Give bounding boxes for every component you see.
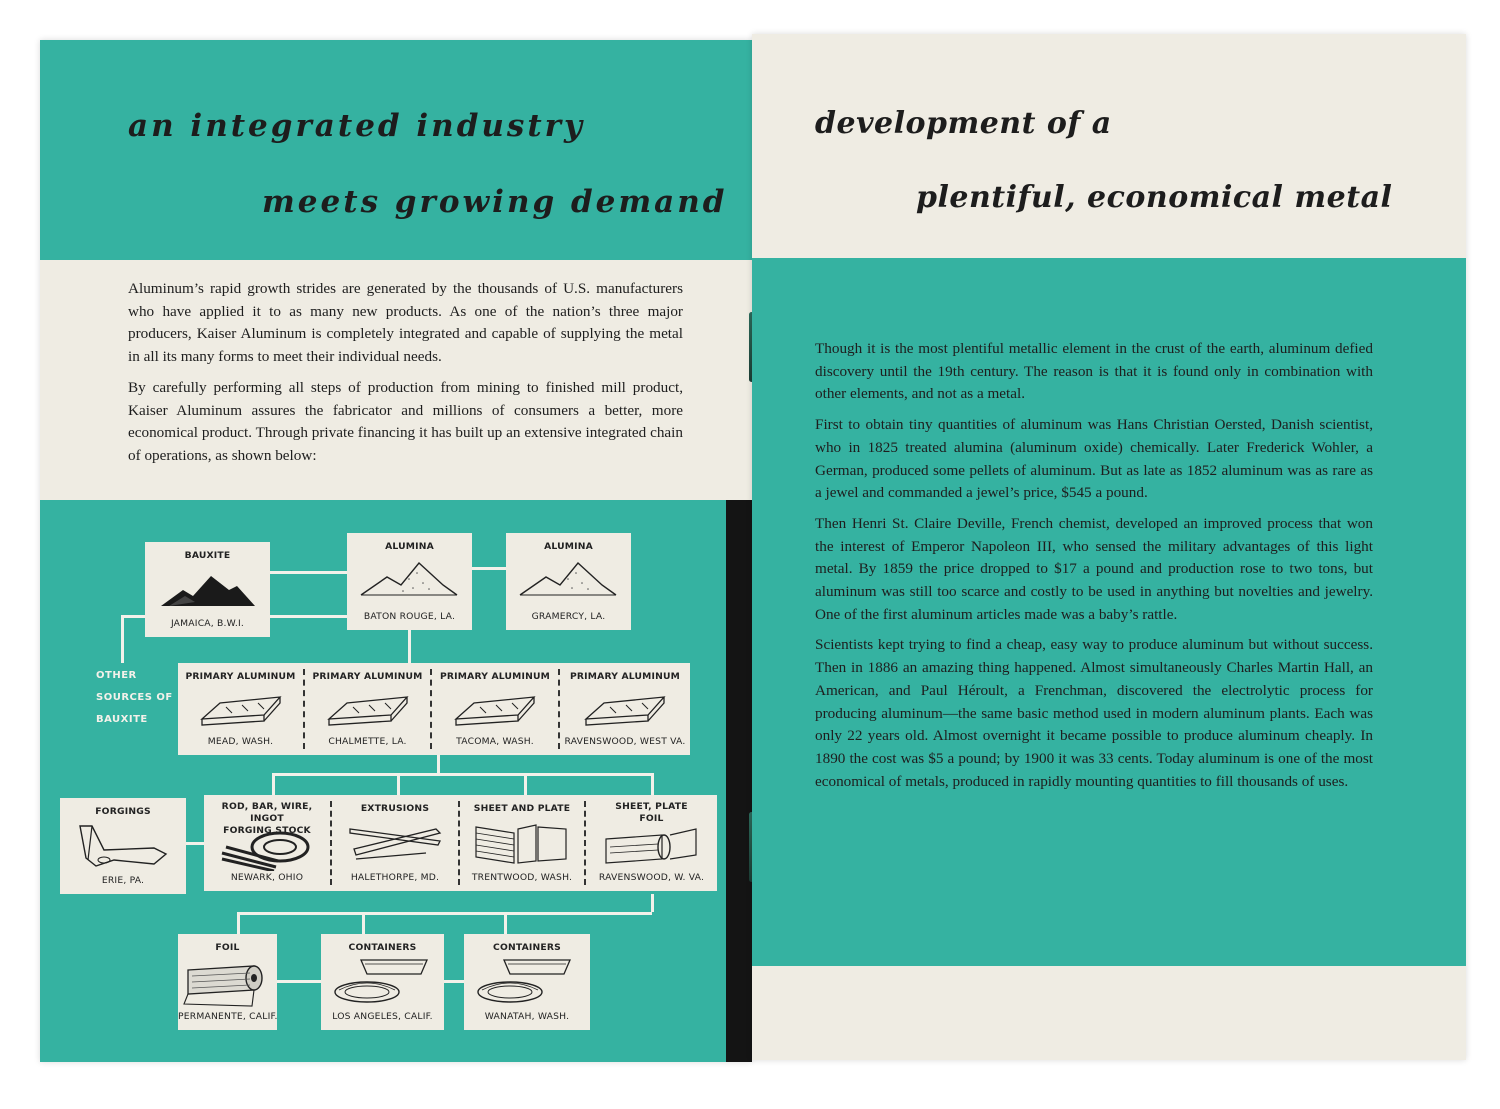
- right-paragraph-4: Scientists kept trying to find a cheap, easy way to produce aluminum but without success. Then in 1886 an amazing thing happened. Almost simultaneously Charles Martin Hall, an American, and Paul Héroult, a Frenchman, discovered the electrolytic process for producing aluminum—the same basic method used in modern aluminum plants. Each was only 22 years old. Almost overnight it became possible to produce aluminum cheaply. In 1890 the cost was $5 a pound; by 1900 it was 33 cents. Today aluminum is one of the most economical of metals, produced in rapidly mounting quantities to fill thousands of uses.: [815, 636, 1373, 790]
- forging-part-icon: [74, 820, 172, 872]
- primary-aluminum-row: [178, 663, 690, 755]
- left-heading-line1: an integrated industry: [128, 108, 586, 144]
- mill-products-row: [204, 795, 717, 891]
- containers-location-1: LOS ANGELES, CALIF.: [332, 1011, 433, 1022]
- mill-cell-1: ROD, BAR, WIRE, INGOT FORGING STOCK NEWARK, OHIO: [204, 795, 330, 891]
- connector: [237, 912, 240, 934]
- mill-cell-4: SHEET, PLATE FOIL RAVENSWOOD, W. VA.: [598, 801, 705, 883]
- left-page: [40, 40, 752, 1062]
- right-paragraph-2: First to obtain tiny quantities of aluminum was Hans Christian Oersted, Danish scientist, who in 1825 treated alumina (aluminum oxide) chemically. Later Frederick Wohler, a German, produced some pellets of aluminum. But as late as 1852 aluminum was as rare as a jewel and commanded a jewel’s price, $545 a pound.: [815, 416, 1373, 502]
- right-paragraph-1: Though it is the most plentiful metallic element in the crust of the earth, aluminum defied discovery until the 19th century. The reason is that it is found only in combination with other elements, and not as a metal.: [815, 340, 1373, 403]
- primary-cell-3: PRIMARY ALUMINUM TACOMA, WASH.: [439, 671, 551, 747]
- ingot-icon: [325, 689, 411, 729]
- bauxite-box: [145, 542, 270, 637]
- containers-title-2: CONTAINERS: [493, 942, 561, 953]
- wire-coil-icon: [218, 827, 318, 871]
- connector: [397, 773, 400, 795]
- alumina-box-1: [347, 533, 472, 630]
- foil-roll-icon: [602, 825, 702, 869]
- primary-cell-1: PRIMARY ALUMINUM MEAD, WASH.: [185, 671, 296, 747]
- alumina-location-2: GRAMERCY, LA.: [531, 611, 606, 622]
- left-paragraph-2: By carefully performing all steps of production from mining to finished mill product, Kaiser Aluminum assures the fabricator and millions of consumers a better, more economical product. Through private financing it has built up an extensive integrated chain of operations, as shown below:: [128, 378, 683, 464]
- connector: [272, 773, 654, 776]
- connector: [437, 755, 440, 773]
- other-sources-label: OTHER SOURCES OF BAUXITE: [96, 670, 173, 725]
- connector: [270, 571, 347, 574]
- connector: [524, 773, 527, 795]
- connector: [504, 912, 507, 934]
- production-chain-chart: [40, 500, 726, 1062]
- alumina-title-1: ALUMINA: [385, 541, 434, 552]
- alumina-box-2: [506, 533, 631, 630]
- primary-cell-2: PRIMARY ALUMINUM CHALMETTE, LA.: [312, 671, 423, 747]
- right-heading-line1: development of a: [815, 106, 1112, 141]
- connector: [277, 980, 321, 983]
- forgings-box: [60, 798, 186, 894]
- connector: [651, 894, 654, 912]
- ingot-icon: [582, 689, 668, 729]
- mill-cell-3: SHEET AND PLATE TRENTWOOD, WASH.: [471, 803, 573, 883]
- connector: [237, 912, 652, 915]
- alumina-pile-icon: [516, 555, 621, 601]
- containers-location-2: WANATAH, WASH.: [484, 1011, 570, 1022]
- container-tray-icon: [331, 954, 435, 1008]
- sheet-plate-icon: [474, 819, 572, 867]
- foil-location: PERMANENTE, CALIF.: [178, 1011, 278, 1022]
- left-heading-line2: meets growing demand: [262, 184, 728, 220]
- left-paragraph-1: Aluminum’s rapid growth strides are generated by the thousands of U.S. manufacturers who have applied it to as many new products. As one of the nation’s three major producers, Kaiser Aluminum is completely integrated and capable of supplying the metal in all its many forms to meet their individual needs.: [128, 280, 683, 366]
- connector: [472, 567, 506, 570]
- connector: [121, 615, 124, 663]
- ore-pile-icon: [159, 566, 257, 610]
- bauxite-title: BAUXITE: [184, 550, 231, 561]
- chart-black-edge: [726, 500, 752, 1062]
- extrusion-icon: [346, 819, 444, 863]
- forgings-location: ERIE, PA.: [101, 875, 145, 886]
- containers-box-1: [321, 934, 444, 1030]
- alumina-pile-icon: [357, 555, 462, 601]
- foil-title: FOIL: [215, 942, 240, 953]
- right-page: [752, 34, 1466, 1060]
- left-header-band: [40, 40, 752, 260]
- alumina-location-1: BATON ROUGE, LA.: [363, 611, 456, 622]
- connector: [444, 980, 464, 983]
- right-paragraph-3: Then Henri St. Claire Deville, French chemist, developed an improved process that won the interest of Emperor Napoleon III, who sensed the military advantages of this light metal. By 1859 the price dropped to $17 a pound and production rose to two tons, but aluminum was still too scarce and costly to be used in anything but novelties and jewelry. One of the first aluminum articles made was a baby’s rattle.: [815, 514, 1373, 623]
- container-tray-icon: [474, 954, 578, 1008]
- right-heading-line2: plentiful, economical metal: [916, 180, 1393, 215]
- connector: [362, 912, 365, 934]
- primary-cell-4: PRIMARY ALUMINUM RAVENSWOOD, WEST VA.: [564, 671, 686, 747]
- ingot-icon: [452, 689, 538, 729]
- right-body: [815, 338, 1373, 793]
- connector: [651, 773, 654, 795]
- connector: [272, 773, 275, 795]
- mill-cell-2: EXTRUSIONS HALETHORPE, MD.: [332, 795, 458, 891]
- left-body: [128, 278, 683, 468]
- bauxite-location: JAMAICA, B.W.I.: [170, 618, 245, 629]
- containers-box-2: [464, 934, 590, 1030]
- forgings-title: FORGINGS: [95, 806, 151, 817]
- containers-title-1: CONTAINERS: [348, 942, 417, 953]
- alumina-title-2: ALUMINA: [544, 541, 593, 552]
- foil-roll-icon: [182, 956, 274, 1008]
- foil-box: [178, 934, 277, 1030]
- connector: [186, 842, 204, 845]
- ingot-icon: [198, 689, 284, 729]
